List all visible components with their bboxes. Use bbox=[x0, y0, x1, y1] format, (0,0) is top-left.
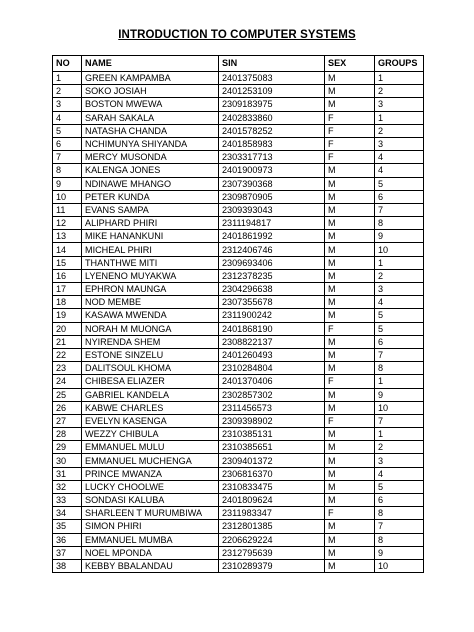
table-row bbox=[53, 137, 424, 150]
cell-group: 6 bbox=[375, 494, 424, 507]
cell-name: PETER KUNDA bbox=[82, 190, 219, 203]
cell-name: NATASHA CHANDA bbox=[82, 124, 219, 137]
cell-sin: 2312406746 bbox=[219, 243, 325, 256]
cell-group: 9 bbox=[375, 388, 424, 401]
cell-group: 4 bbox=[375, 296, 424, 309]
cell-no: 8 bbox=[53, 164, 82, 177]
table-row bbox=[53, 230, 424, 243]
cell-no: 26 bbox=[53, 401, 82, 414]
table-row bbox=[53, 203, 424, 216]
cell-name: NOEL MPONDA bbox=[82, 546, 219, 559]
cell-no: 20 bbox=[53, 322, 82, 335]
header-row bbox=[53, 56, 424, 72]
cell-sin: 2309183975 bbox=[219, 98, 325, 111]
cell-sin: 2311456573 bbox=[219, 401, 325, 414]
cell-name: LYENENO MUYAKWA bbox=[82, 269, 219, 282]
cell-sex: M bbox=[325, 190, 375, 203]
cell-group: 10 bbox=[375, 401, 424, 414]
table-row bbox=[53, 72, 424, 85]
table-row bbox=[53, 454, 424, 467]
cell-sex: M bbox=[325, 309, 375, 322]
table-row bbox=[53, 269, 424, 282]
cell-no: 6 bbox=[53, 137, 82, 150]
cell-no: 28 bbox=[53, 428, 82, 441]
cell-sin: 2401578252 bbox=[219, 124, 325, 137]
table-row bbox=[53, 309, 424, 322]
cell-name: EPHRON MAUNGA bbox=[82, 283, 219, 296]
cell-group: 8 bbox=[375, 507, 424, 520]
cell-name: NORAH M MUONGA bbox=[82, 322, 219, 335]
cell-no: 15 bbox=[53, 256, 82, 269]
cell-group: 10 bbox=[375, 243, 424, 256]
cell-sin: 2401253109 bbox=[219, 85, 325, 98]
cell-group: 2 bbox=[375, 269, 424, 282]
cell-no: 13 bbox=[53, 230, 82, 243]
cell-sex: M bbox=[325, 335, 375, 348]
table-row bbox=[53, 190, 424, 203]
cell-sex: M bbox=[325, 494, 375, 507]
cell-no: 2 bbox=[53, 85, 82, 98]
cell-sex: F bbox=[325, 322, 375, 335]
cell-sex: M bbox=[325, 559, 375, 572]
cell-sex: M bbox=[325, 243, 375, 256]
cell-sex: M bbox=[325, 256, 375, 269]
table-row bbox=[53, 428, 424, 441]
cell-sin: 2401375083 bbox=[219, 72, 325, 85]
cell-name: NDINAWE MHANGO bbox=[82, 177, 219, 190]
table-row bbox=[53, 98, 424, 111]
cell-group: 5 bbox=[375, 309, 424, 322]
cell-name: EMMANUEL MUMBA bbox=[82, 533, 219, 546]
cell-name: CHIBESA ELIAZER bbox=[82, 375, 219, 388]
cell-name: MICHEAL PHIRI bbox=[82, 243, 219, 256]
cell-group: 2 bbox=[375, 124, 424, 137]
cell-sex: M bbox=[325, 388, 375, 401]
cell-name: EVANS SAMPA bbox=[82, 203, 219, 216]
cell-group: 1 bbox=[375, 72, 424, 85]
cell-no: 37 bbox=[53, 546, 82, 559]
cell-sin: 2309693406 bbox=[219, 256, 325, 269]
table-row bbox=[53, 151, 424, 164]
column-header-groups: GROUPS bbox=[375, 56, 424, 72]
cell-group: 7 bbox=[375, 348, 424, 361]
cell-group: 9 bbox=[375, 546, 424, 559]
cell-no: 35 bbox=[53, 520, 82, 533]
cell-sex: M bbox=[325, 533, 375, 546]
cell-group: 3 bbox=[375, 454, 424, 467]
cell-sin: 2310289379 bbox=[219, 559, 325, 572]
cell-name: KEBBY BBALANDAU bbox=[82, 559, 219, 572]
cell-no: 19 bbox=[53, 309, 82, 322]
cell-no: 9 bbox=[53, 177, 82, 190]
cell-group: 1 bbox=[375, 375, 424, 388]
cell-sex: M bbox=[325, 296, 375, 309]
cell-no: 34 bbox=[53, 507, 82, 520]
cell-name: PRINCE MWANZA bbox=[82, 467, 219, 480]
cell-group: 4 bbox=[375, 151, 424, 164]
cell-sin: 2401861992 bbox=[219, 230, 325, 243]
cell-no: 17 bbox=[53, 283, 82, 296]
cell-no: 11 bbox=[53, 203, 82, 216]
cell-name: EVELYN KASENGA bbox=[82, 414, 219, 427]
table-row bbox=[53, 348, 424, 361]
table-row bbox=[53, 111, 424, 124]
cell-name: KASAWA MWENDA bbox=[82, 309, 219, 322]
cell-group: 10 bbox=[375, 559, 424, 572]
cell-group: 3 bbox=[375, 137, 424, 150]
cell-no: 21 bbox=[53, 335, 82, 348]
cell-no: 23 bbox=[53, 362, 82, 375]
cell-sex: M bbox=[325, 230, 375, 243]
cell-sin: 2206629224 bbox=[219, 533, 325, 546]
column-header-name: NAME bbox=[82, 56, 219, 72]
table-row bbox=[53, 322, 424, 335]
table-row bbox=[53, 480, 424, 493]
cell-sex: M bbox=[325, 520, 375, 533]
cell-sin: 2312378235 bbox=[219, 269, 325, 282]
cell-name: GABRIEL KANDELA bbox=[82, 388, 219, 401]
cell-sin: 2307390368 bbox=[219, 177, 325, 190]
table-body bbox=[53, 72, 424, 573]
table-row bbox=[53, 388, 424, 401]
cell-sin: 2310385131 bbox=[219, 428, 325, 441]
table-row bbox=[53, 401, 424, 414]
cell-group: 5 bbox=[375, 177, 424, 190]
table-row bbox=[53, 414, 424, 427]
cell-name: NCHIMUNYA SHIYANDA bbox=[82, 137, 219, 150]
cell-group: 2 bbox=[375, 85, 424, 98]
cell-group: 4 bbox=[375, 164, 424, 177]
cell-group: 5 bbox=[375, 322, 424, 335]
cell-group: 6 bbox=[375, 190, 424, 203]
cell-sin: 2310385651 bbox=[219, 441, 325, 454]
cell-name: THANTHWE MITI bbox=[82, 256, 219, 269]
cell-no: 32 bbox=[53, 480, 82, 493]
cell-sex: F bbox=[325, 507, 375, 520]
cell-no: 27 bbox=[53, 414, 82, 427]
cell-sex: F bbox=[325, 151, 375, 164]
cell-sex: M bbox=[325, 401, 375, 414]
cell-no: 4 bbox=[53, 111, 82, 124]
cell-sin: 2311194817 bbox=[219, 217, 325, 230]
cell-sin: 2310833475 bbox=[219, 480, 325, 493]
table-row bbox=[53, 217, 424, 230]
column-header-sin: SIN bbox=[219, 56, 325, 72]
cell-sin: 2312801385 bbox=[219, 520, 325, 533]
table-row bbox=[53, 467, 424, 480]
cell-no: 10 bbox=[53, 190, 82, 203]
cell-sex: M bbox=[325, 467, 375, 480]
table-row bbox=[53, 335, 424, 348]
cell-sin: 2402833860 bbox=[219, 111, 325, 124]
cell-sex: F bbox=[325, 375, 375, 388]
table-row bbox=[53, 243, 424, 256]
cell-sex: M bbox=[325, 480, 375, 493]
student-table bbox=[52, 55, 424, 573]
cell-group: 4 bbox=[375, 467, 424, 480]
cell-no: 18 bbox=[53, 296, 82, 309]
cell-sex: M bbox=[325, 177, 375, 190]
cell-name: SIMON PHIRI bbox=[82, 520, 219, 533]
table-row bbox=[53, 494, 424, 507]
cell-sin: 2311900242 bbox=[219, 309, 325, 322]
cell-sex: M bbox=[325, 348, 375, 361]
table-row bbox=[53, 375, 424, 388]
cell-sin: 2304296638 bbox=[219, 283, 325, 296]
cell-no: 1 bbox=[53, 72, 82, 85]
cell-sex: M bbox=[325, 72, 375, 85]
cell-no: 33 bbox=[53, 494, 82, 507]
cell-sex: M bbox=[325, 217, 375, 230]
cell-sin: 2401900973 bbox=[219, 164, 325, 177]
cell-group: 8 bbox=[375, 362, 424, 375]
cell-sin: 2401868190 bbox=[219, 322, 325, 335]
cell-group: 1 bbox=[375, 256, 424, 269]
cell-sex: M bbox=[325, 85, 375, 98]
cell-sin: 2308822137 bbox=[219, 335, 325, 348]
cell-sin: 2401858983 bbox=[219, 137, 325, 150]
table-row bbox=[53, 507, 424, 520]
cell-sex: M bbox=[325, 441, 375, 454]
table-row bbox=[53, 164, 424, 177]
cell-name: GREEN KAMPAMBA bbox=[82, 72, 219, 85]
cell-no: 25 bbox=[53, 388, 82, 401]
cell-sin: 2401260493 bbox=[219, 348, 325, 361]
cell-name: BOSTON MWEWA bbox=[82, 98, 219, 111]
cell-sin: 2303317713 bbox=[219, 151, 325, 164]
cell-group: 1 bbox=[375, 111, 424, 124]
cell-no: 5 bbox=[53, 124, 82, 137]
cell-sex: M bbox=[325, 164, 375, 177]
cell-name: LUCKY CHOOLWE bbox=[82, 480, 219, 493]
cell-sex: M bbox=[325, 362, 375, 375]
cell-no: 7 bbox=[53, 151, 82, 164]
cell-name: NYIRENDA SHEM bbox=[82, 335, 219, 348]
cell-no: 31 bbox=[53, 467, 82, 480]
cell-name: SARAH SAKALA bbox=[82, 111, 219, 124]
table-row bbox=[53, 533, 424, 546]
cell-sex: M bbox=[325, 98, 375, 111]
cell-name: DALITSOUL KHOMA bbox=[82, 362, 219, 375]
cell-sex: M bbox=[325, 428, 375, 441]
table-row bbox=[53, 256, 424, 269]
table-header bbox=[53, 56, 424, 72]
cell-name: SOKO JOSIAH bbox=[82, 85, 219, 98]
cell-sex: F bbox=[325, 137, 375, 150]
cell-sex: M bbox=[325, 454, 375, 467]
cell-no: 16 bbox=[53, 269, 82, 282]
cell-name: KALENGA JONES bbox=[82, 164, 219, 177]
cell-group: 8 bbox=[375, 533, 424, 546]
cell-no: 38 bbox=[53, 559, 82, 572]
table-row bbox=[53, 177, 424, 190]
cell-sin: 2309870905 bbox=[219, 190, 325, 203]
cell-sin: 2309398902 bbox=[219, 414, 325, 427]
cell-no: 22 bbox=[53, 348, 82, 361]
document-title: INTRODUCTION TO COMPUTER SYSTEMS bbox=[118, 29, 356, 41]
table-row bbox=[53, 559, 424, 572]
table-row bbox=[53, 283, 424, 296]
cell-sin: 2309393043 bbox=[219, 203, 325, 216]
cell-no: 29 bbox=[53, 441, 82, 454]
table-row bbox=[53, 85, 424, 98]
cell-group: 7 bbox=[375, 520, 424, 533]
cell-group: 7 bbox=[375, 414, 424, 427]
cell-sin: 2309401372 bbox=[219, 454, 325, 467]
cell-name: NOD MEMBE bbox=[82, 296, 219, 309]
column-header-sex: SEX bbox=[325, 56, 375, 72]
cell-group: 5 bbox=[375, 480, 424, 493]
cell-group: 7 bbox=[375, 203, 424, 216]
cell-sex: M bbox=[325, 546, 375, 559]
cell-sin: 2401370406 bbox=[219, 375, 325, 388]
cell-sex: M bbox=[325, 269, 375, 282]
cell-name: WEZZY CHIBULA bbox=[82, 428, 219, 441]
cell-name: EMMANUEL MULU bbox=[82, 441, 219, 454]
cell-sin: 2311983347 bbox=[219, 507, 325, 520]
cell-group: 9 bbox=[375, 230, 424, 243]
cell-no: 30 bbox=[53, 454, 82, 467]
table-row bbox=[53, 296, 424, 309]
table-row bbox=[53, 546, 424, 559]
cell-name: MIKE HANANKUNI bbox=[82, 230, 219, 243]
cell-group: 8 bbox=[375, 217, 424, 230]
cell-sex: M bbox=[325, 203, 375, 216]
cell-name: SHARLEEN T MURUMBIWA bbox=[82, 507, 219, 520]
cell-sin: 2307355678 bbox=[219, 296, 325, 309]
cell-no: 12 bbox=[53, 217, 82, 230]
cell-no: 24 bbox=[53, 375, 82, 388]
cell-sex: F bbox=[325, 124, 375, 137]
cell-sex: F bbox=[325, 414, 375, 427]
cell-no: 14 bbox=[53, 243, 82, 256]
cell-group: 6 bbox=[375, 335, 424, 348]
cell-sin: 2306816370 bbox=[219, 467, 325, 480]
table-row bbox=[53, 441, 424, 454]
cell-name: EMMANUEL MUCHENGA bbox=[82, 454, 219, 467]
cell-sin: 2310284804 bbox=[219, 362, 325, 375]
cell-group: 1 bbox=[375, 428, 424, 441]
cell-group: 2 bbox=[375, 441, 424, 454]
cell-name: ESTONE SINZELU bbox=[82, 348, 219, 361]
cell-group: 3 bbox=[375, 98, 424, 111]
cell-group: 3 bbox=[375, 283, 424, 296]
column-header-no: NO bbox=[53, 56, 82, 72]
cell-no: 36 bbox=[53, 533, 82, 546]
cell-sin: 2302857302 bbox=[219, 388, 325, 401]
cell-name: MERCY MUSONDA bbox=[82, 151, 219, 164]
cell-sin: 2312795639 bbox=[219, 546, 325, 559]
cell-name: KABWE CHARLES bbox=[82, 401, 219, 414]
table-row bbox=[53, 362, 424, 375]
table-row bbox=[53, 124, 424, 137]
cell-no: 3 bbox=[53, 98, 82, 111]
cell-name: SONDASI KALUBA bbox=[82, 494, 219, 507]
cell-sex: M bbox=[325, 283, 375, 296]
cell-name: ALIPHARD PHIRI bbox=[82, 217, 219, 230]
table-row bbox=[53, 520, 424, 533]
cell-sex: F bbox=[325, 111, 375, 124]
cell-sin: 2401809624 bbox=[219, 494, 325, 507]
